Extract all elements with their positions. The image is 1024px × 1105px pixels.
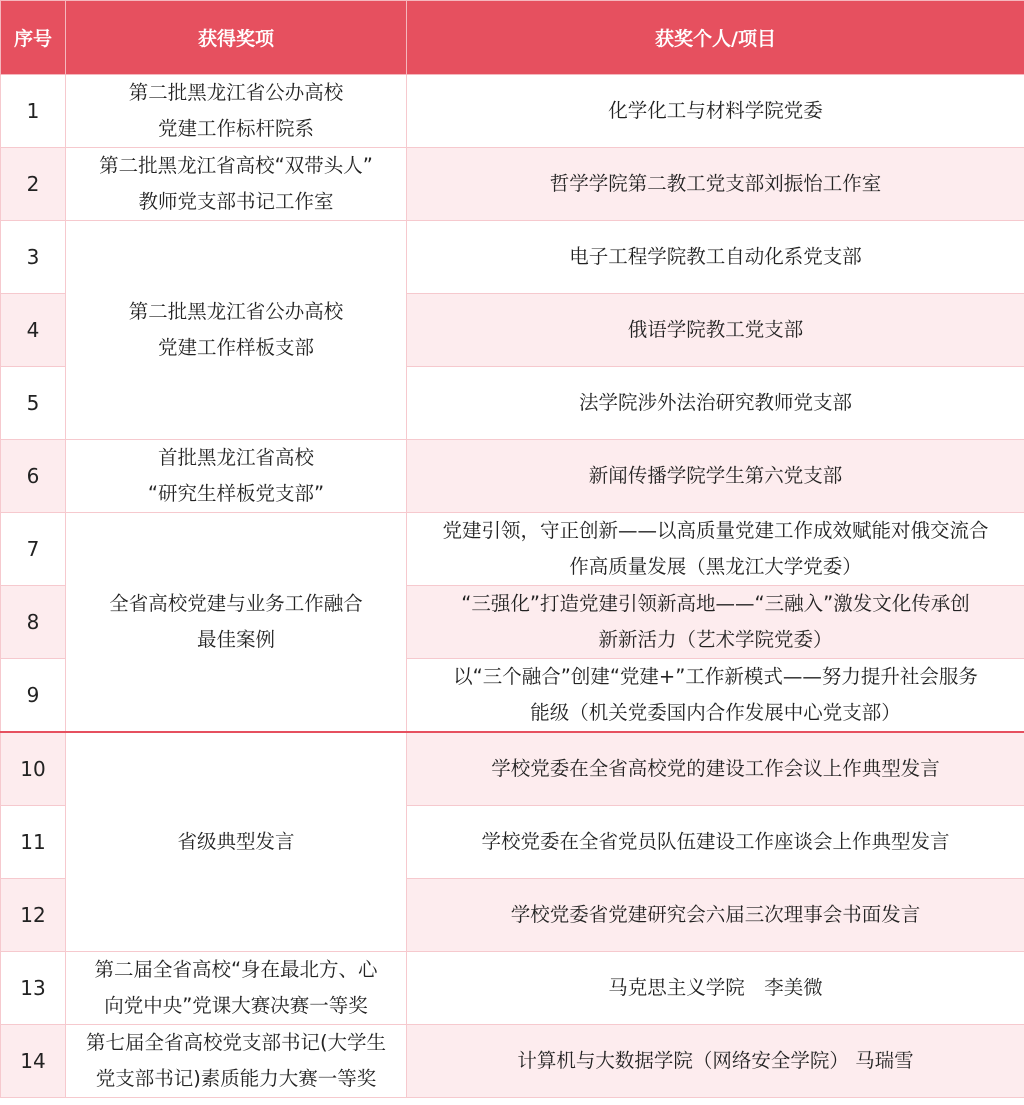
award-line: 教师党支部书记工作室 <box>138 190 334 213</box>
row-number: 5 <box>1 367 66 440</box>
award-cell <box>66 1025 407 1098</box>
winner-line: 马克思主义学院 李美微 <box>608 976 823 999</box>
winner-line: 哲学学院第二教工党支部刘振怡工作室 <box>549 172 882 195</box>
award-cell <box>66 732 407 952</box>
award-line: 第二批黑龙江省高校“双带头人” <box>99 154 373 177</box>
winner-cell <box>407 75 1024 148</box>
winner-cell <box>407 221 1024 294</box>
winner-cell <box>407 659 1024 733</box>
winner-cell <box>407 367 1024 440</box>
row-number: 6 <box>1 440 66 513</box>
winner-line: 俄语学院教工党支部 <box>627 318 804 341</box>
header-index: 序号 <box>1 1 66 75</box>
winner-line: 新闻传播学院学生第六党支部 <box>588 464 843 487</box>
winner-cell <box>407 440 1024 513</box>
winner-line: 作高质量发展（黑龙江大学党委） <box>569 555 862 578</box>
row-number: 2 <box>1 148 66 221</box>
winner-line: 计算机与大数据学院（网络安全学院） 马瑞雪 <box>517 1049 914 1072</box>
award-line: 党建工作标杆院系 <box>157 117 314 140</box>
winner-cell <box>407 952 1024 1025</box>
table-row <box>1 148 1024 221</box>
winner-cell <box>407 732 1024 806</box>
award-cell <box>66 221 407 440</box>
winner-line: 新新活力（艺术学院党委） <box>598 628 833 651</box>
award-cell <box>66 75 407 148</box>
award-cell <box>66 440 407 513</box>
award-line: 省级典型发言 <box>177 830 295 853</box>
row-number: 1 <box>1 75 66 148</box>
winner-line: 法学院涉外法治研究教师党支部 <box>578 391 852 414</box>
winner-line: 以“三个融合”创建“党建+”工作新模式——努力提升社会服务 <box>453 665 978 688</box>
row-number: 4 <box>1 294 66 367</box>
award-line: 第二届全省高校“身在最北方、心 <box>94 958 378 981</box>
winner-line: 学校党委在全省党员队伍建设工作座谈会上作典型发言 <box>481 830 950 853</box>
award-cell <box>66 513 407 733</box>
winner-line: 化学化工与材料学院党委 <box>608 99 823 122</box>
award-line: 第二批黑龙江省公办高校 <box>128 300 344 323</box>
award-line: 最佳案例 <box>196 628 275 651</box>
award-line: 首批黑龙江省高校 <box>157 446 314 469</box>
winner-line: “三强化”打造党建引领新高地——“三融入”激发文化传承创 <box>461 592 970 615</box>
winner-line: 学校党委在全省高校党的建设工作会议上作典型发言 <box>491 757 940 780</box>
winner-cell <box>407 148 1024 221</box>
winner-cell <box>407 1025 1024 1098</box>
award-line: “研究生样板党支部” <box>147 482 325 505</box>
winner-cell <box>407 294 1024 367</box>
award-line: 第七届全省高校党支部书记(大学生 <box>85 1031 387 1054</box>
award-cell <box>66 952 407 1025</box>
row-number: 3 <box>1 221 66 294</box>
winner-line: 学校党委省党建研究会六届三次理事会书面发言 <box>510 903 921 926</box>
row-number: 7 <box>1 513 66 586</box>
table-row <box>1 75 1024 148</box>
award-line: 党建工作样板支部 <box>157 336 314 359</box>
row-number: 8 <box>1 586 66 659</box>
award-line: 第二批黑龙江省公办高校 <box>128 81 344 104</box>
table-row <box>1 952 1024 1025</box>
header-row <box>1 1 1024 75</box>
winner-line: 电子工程学院教工自动化系党支部 <box>569 245 862 268</box>
header-award: 获得奖项 <box>66 1 407 75</box>
row-number: 10 <box>1 732 66 806</box>
award-line: 全省高校党建与业务工作融合 <box>109 592 363 615</box>
table-row <box>1 221 1024 294</box>
winner-cell <box>407 879 1024 952</box>
table-row <box>1 513 1024 586</box>
table-row <box>1 440 1024 513</box>
row-number: 12 <box>1 879 66 952</box>
winner-cell <box>407 806 1024 879</box>
row-number: 13 <box>1 952 66 1025</box>
award-line: 向党中央”党课大赛决赛一等奖 <box>104 994 368 1017</box>
winner-line: 能级（机关党委国内合作发展中心党支部） <box>530 701 901 724</box>
header-winner: 获奖个人/项目 <box>407 1 1024 75</box>
award-cell <box>66 148 407 221</box>
table-row <box>1 732 1024 806</box>
row-number: 14 <box>1 1025 66 1098</box>
winner-cell <box>407 586 1024 659</box>
table-row <box>1 1025 1024 1098</box>
row-number: 9 <box>1 659 66 733</box>
winner-cell <box>407 513 1024 586</box>
row-number: 11 <box>1 806 66 879</box>
award-line: 党支部书记)素质能力大赛一等奖 <box>95 1067 377 1090</box>
winner-line: 党建引领，守正创新——以高质量党建工作成效赋能对俄交流合 <box>442 519 989 542</box>
